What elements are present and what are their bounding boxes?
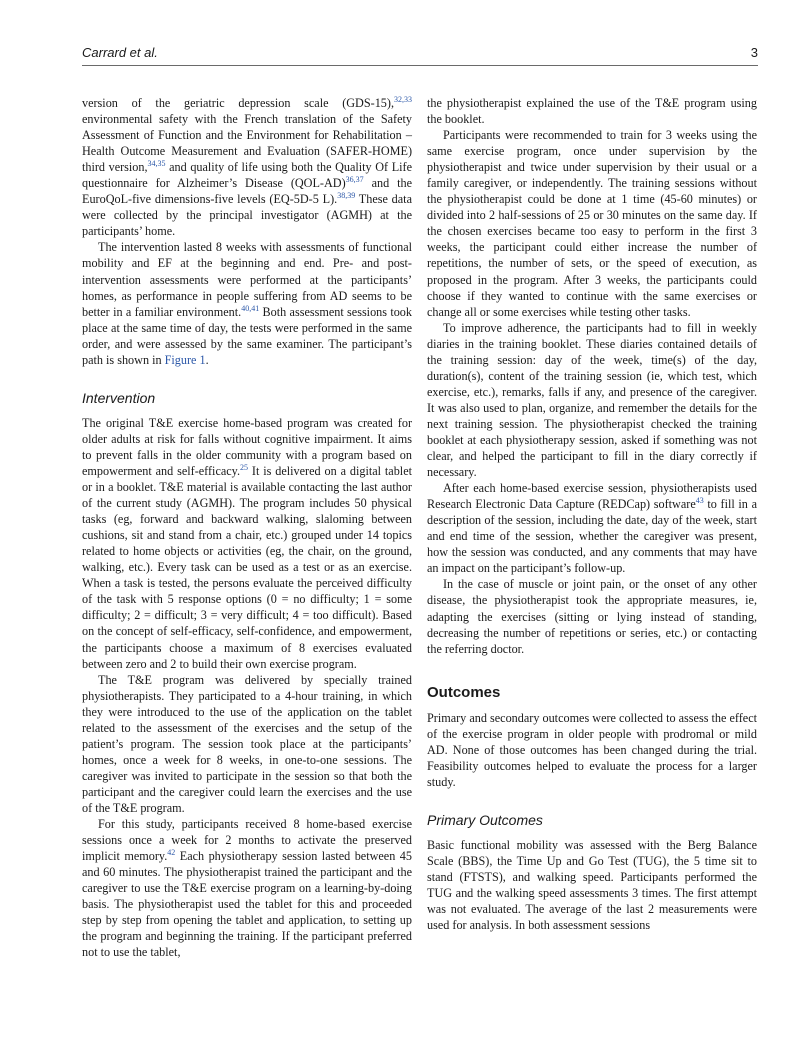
left-column <box>82 95 412 960</box>
text-run: To improve adherence, the participants had to fill in weekly diaries in the training booklet. These diaries contained details of the training session: day of the week, time(s) of the day, duration(s), content of the training session (ie, which test, which exercise, etc.), remarks, falls if any, and presence of the caregiver. It was also used to plan, organize, and remember the details for the next training session. The physiotherapist checked the training booklet at each physiotherapy session, asked if something was not clear, and helped the participant to fill in the diary correctly if necessary. <box>427 320 757 480</box>
text-run: It is delivered on a digital tablet or in a booklet. T&E material is available contacting the last author of the current study (AGMH). The program includes 50 physical tasks (eg, forward and backward walking, slaloming between cushions, sit and stand from a chair, etc.) grouped under 14 topics related to home objects or activities (eg, the chair, on the ground, walking, etc.). Every task can be used as a test or as an exercise. When a task is tested, the persons evaluate the perceived difficulty of the task with 5 response options (0 = no difficulty; 1 = some difficulty; 2 = difficult; 3 = very difficult; 4 = too difficult). Based on the concept of self-efficacy, self-confidence, and empowerment, the participants choose a maximum of 8 exercises evaluated between zero and 2 to build their own exercise program. <box>82 463 412 671</box>
text-run: . <box>205 352 209 367</box>
paragraph <box>82 816 412 960</box>
paragraph <box>427 480 757 576</box>
text-run: Primary and secondary outcomes were collected to assess the effect of the exercise program in older people with prodromal or mild AD. None of those outcomes has been changed during the trial. Feasibility outcomes helped to evaluate the process for a larger study. <box>427 710 757 789</box>
paragraph <box>82 415 412 672</box>
text-run: Each physiotherapy session lasted between 45 and 60 minutes. The physiotherapist trained the participant and the caregiver to use the T&E exercise program on a learning-by-doing basis. The physiotherapist used the tablet for this and proceeded step by step from opening the tablet and application, to setting up the program and beginning the training. If the participant preferred not to use the tablet, <box>82 849 412 960</box>
text-run: Basic functional mobility was assessed with the Berg Balance Scale (BBS), the Time Up and Go Test (TUG), the 5 time sit to stand (FTSTS), and walking speed. Participants performed the TUG and the walking speed assessments 3 times. The first attempt was not evaluated. The average of the last 2 measurements were used for analysis. In both assessment sessions <box>427 837 757 933</box>
text-run: In the case of muscle or joint pain, or the onset of any other disease, the physiotherapist took the appropriate measures, ie, adapting the exercises (sitting or lying instead of standing, decreasing the number of repetitions or series, etc.) or contacting the referring doctor. <box>427 577 757 656</box>
text-run: the physiotherapist explained the use of the T&E program using the booklet. <box>427 96 757 127</box>
text-run: The intervention lasted 8 weeks with assessments of functional mobility and EF at the beginning and end. Pre- and post-intervention assessments were performed at the participants’ homes, as performance in people suffering from AD seems to be better in a familiar environment. <box>82 240 412 319</box>
citation-ref[interactable]: 36,37 <box>345 175 364 185</box>
text-run: environmental safety with the French translation of the Safety Assessment of Function and the Environment for Rehabilitation – Health Outcome Measurement and Evaluation (SAFER-HOME) third version, <box>82 112 412 175</box>
text-run: Both assessment sessions took place at the same time of day, the tests were performed in the same order, and were assessed by the same examiner. The participant’s path is shown in <box>82 304 412 367</box>
text-run: The original T&E exercise home-based program was created for older adults at risk for falls without cognitive impairment. It aims to prevent falls in the older community with a program based on empowerment and self-efficacy. <box>82 415 412 478</box>
paragraph <box>82 672 412 816</box>
text-run: Participants were recommended to train for 3 weeks using the same exercise program, once under supervision by the physiotherapist and twice under supervision by their usual or a family caregiver, or independently. The training sessions without the physiotherapist could be done at 1 time (45-60 minutes) or divided into 2 half-sessions of 25 or 30 minutes on the same day. If the chosen exercises became too easy to perform in the first 3 weeks, the participant could either increase the number of repetitions, the number of sets, or the speed of execution, as proposed in the program. After 3 weeks, the participants could choose if they wanted to continue with the same exercises or change all or some exercises while testing other tasks. <box>427 128 757 319</box>
citation-ref[interactable]: 42 <box>167 848 176 858</box>
section-heading-outcomes: Outcomes <box>427 683 501 701</box>
text-run: to fill in a description of the session, including the date, day of the week, start and end time of the session, whether the caregiver was present, how the session was conducted, and any comments that may have an impact on the participant’s follow-up. <box>427 497 757 576</box>
section-heading-primary-outcomes: Primary Outcomes <box>427 811 543 828</box>
citation-ref[interactable]: 40,41 <box>241 303 260 313</box>
text-run: and the EuroQoL-five dimensions-five levels (EQ-5D-5 L). <box>82 176 412 207</box>
text-run: The T&E program was delivered by specially trained physiotherapists. They participated to a 4-hour training, in which they were introduced to the use of the application on the tablet related to the assessment of the exercises and the setup of the patient’s program. The session took place at the participants’ homes, once a week for 8 weeks, in one-to-one sessions. The caregiver was invited to participate in the session so that both the participant and the caregiver could learn the exercises and the use of the T&E program. <box>82 672 412 815</box>
paragraph <box>82 95 412 239</box>
right-column <box>427 95 757 933</box>
citation-ref[interactable]: 38,39 <box>337 191 356 201</box>
paragraph <box>427 127 757 320</box>
text-run: These data were collected by the principal investigator (AGMH) at the participants’ home. <box>82 192 412 239</box>
paragraph <box>427 95 757 127</box>
citation-ref[interactable]: 43 <box>695 496 704 506</box>
citation-ref[interactable]: 32,33 <box>394 94 412 104</box>
paragraph <box>427 320 757 480</box>
text-run: and quality of life using both the Quality Of Life questionnaire for Alzheimer’s Disease (QOL-AD) <box>82 160 412 191</box>
running-author: Carrard et al. <box>82 45 158 60</box>
citation-ref[interactable]: 25 <box>240 462 249 472</box>
paragraph <box>427 576 757 656</box>
text-run: For this study, participants received 8 home-based exercise sessions once a week for 2 months to activate the preserved implicit memory. <box>82 817 412 864</box>
text-run: After each home-based exercise session, physiotherapists used Research Electronic Data Capture (REDCap) software <box>427 481 757 512</box>
citation-ref[interactable]: 34,35 <box>147 159 166 169</box>
page-number: 3 <box>750 45 758 60</box>
section-heading-intervention: Intervention <box>82 389 156 406</box>
paragraph <box>427 837 757 933</box>
paragraph <box>82 239 412 367</box>
paragraph <box>427 710 757 790</box>
running-header <box>82 43 758 66</box>
text-run: version of the geriatric depression scale (GDS-15), <box>82 96 394 110</box>
figure-link[interactable]: Figure 1 <box>164 352 206 367</box>
